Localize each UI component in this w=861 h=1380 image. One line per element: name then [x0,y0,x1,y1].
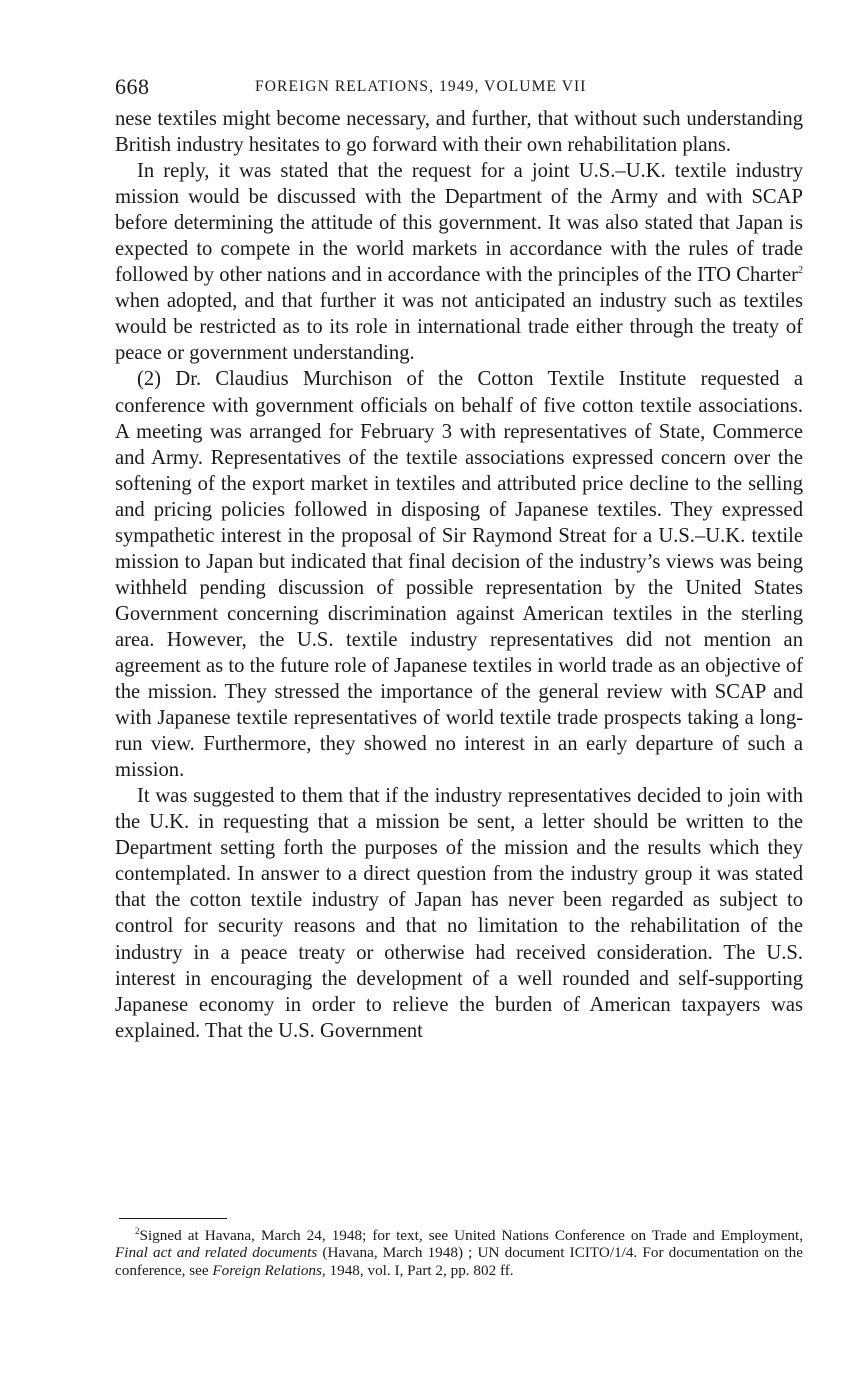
body-text [115,106,803,1044]
paragraph-2 [115,158,803,366]
footnote-title-foreign-relations: Foreign Relations, [212,1261,326,1279]
footnote-marker: 2 [135,1226,140,1236]
footnote-2 [115,1227,803,1279]
paragraph-1 [115,106,803,158]
paragraph-4 [115,783,803,1043]
paragraph-2-text-b: when adopted, and that further it was not anticipated an industry such as textiles would be restricted as to its role in international trade either through the treaty of peace or government understanding. [115,290,803,365]
paragraph-3-text: (2) Dr. Claudius Murchison of the Cotton Textile Institute requested a conference with government officials on behalf of five cotton textile associations. A meeting was arranged for February 3 with representatives of State, Commerce and Army. Representatives of the textile associations expressed concern over the softening of the export market in textiles and attributed price decline to the selling and pricing policies followed in disposing of Japanese textiles. They expressed sympathetic interest in the proposal of Sir Raymond Streat for a U.S.–U.K. textile mission to Japan but indicated that final decision of the industry’s views was being withheld pending discussion of possible representation by the United States Government concerning discrimination against American textiles in the sterling area. However, the U.S. textile industry representatives did not mention an agreement as to the future role of Japanese textiles in world trade as an objective of the mission. They stressed the importance of the general review with SCAP and with Japanese textile representatives of world textile trade prospects taking a long-run view. Furthermore, they showed no interest in an early departure of such a mission. [115,368,803,782]
footnotes [115,1218,803,1279]
footnote-text-3: 1948, vol. [325,1261,395,1279]
page-number: 668 [115,74,150,99]
paragraph-2-text-a: In reply, it was stated that the request for a joint U.S.–U.K. textile industry mission would be discussed with the Department of the Army and with SCAP before determining the attitude of this government. It was also stated that Japan is expected to compete in the world markets in accordance with the rules of trade followed by other nations and in accordance with the principles of the ITO Charter [115,160,803,287]
paragraph-4-text: It was suggested to them that if the industry representatives decided to join with the U.K. in requesting that a mission be sent, a letter should be written to the Department setting forth the purposes of the mission and the results which they contemplated. In answer to a direct question from the industry group it was stated that the cotton textile industry of Japan has never been regarded as subject to control for security reasons and that no limitation to the rehabilitation of the industry in a peace treaty or otherwise had received consideration. The U.S. interest in encouraging the development of a well rounded and self-supporting Japanese economy in order to relieve the burden of American taxpayers was explained. That the U.S. Government [115,785,803,1042]
paragraph-1-text: nese textiles might become necessary, and further, that without such understanding British industry hesitates to go forward with their own rehabilitation plans. [115,108,803,157]
footnote-volume: I [394,1261,400,1279]
footnote-reference: 2 [798,265,803,277]
document-page [115,70,803,1279]
running-head [115,70,803,106]
running-title: FOREIGN RELATIONS, 1949, VOLUME VII [255,78,587,95]
footnote-text-4: , Part 2, pp. 802 ff. [399,1261,514,1279]
footnote-divider [119,1218,227,1219]
footnote-title-final-act: Final act and related documents [115,1244,318,1262]
paragraph-3 [115,366,803,783]
footnote-text-1: Signed at Havana, March 24, 1948; for text, see United Nations Conference on Trade and Employment, [139,1227,803,1244]
footnote-text-2: (Havana, March 1948) ; UN document ICITO/1/4. For documentation on the conference, see [115,1244,803,1279]
